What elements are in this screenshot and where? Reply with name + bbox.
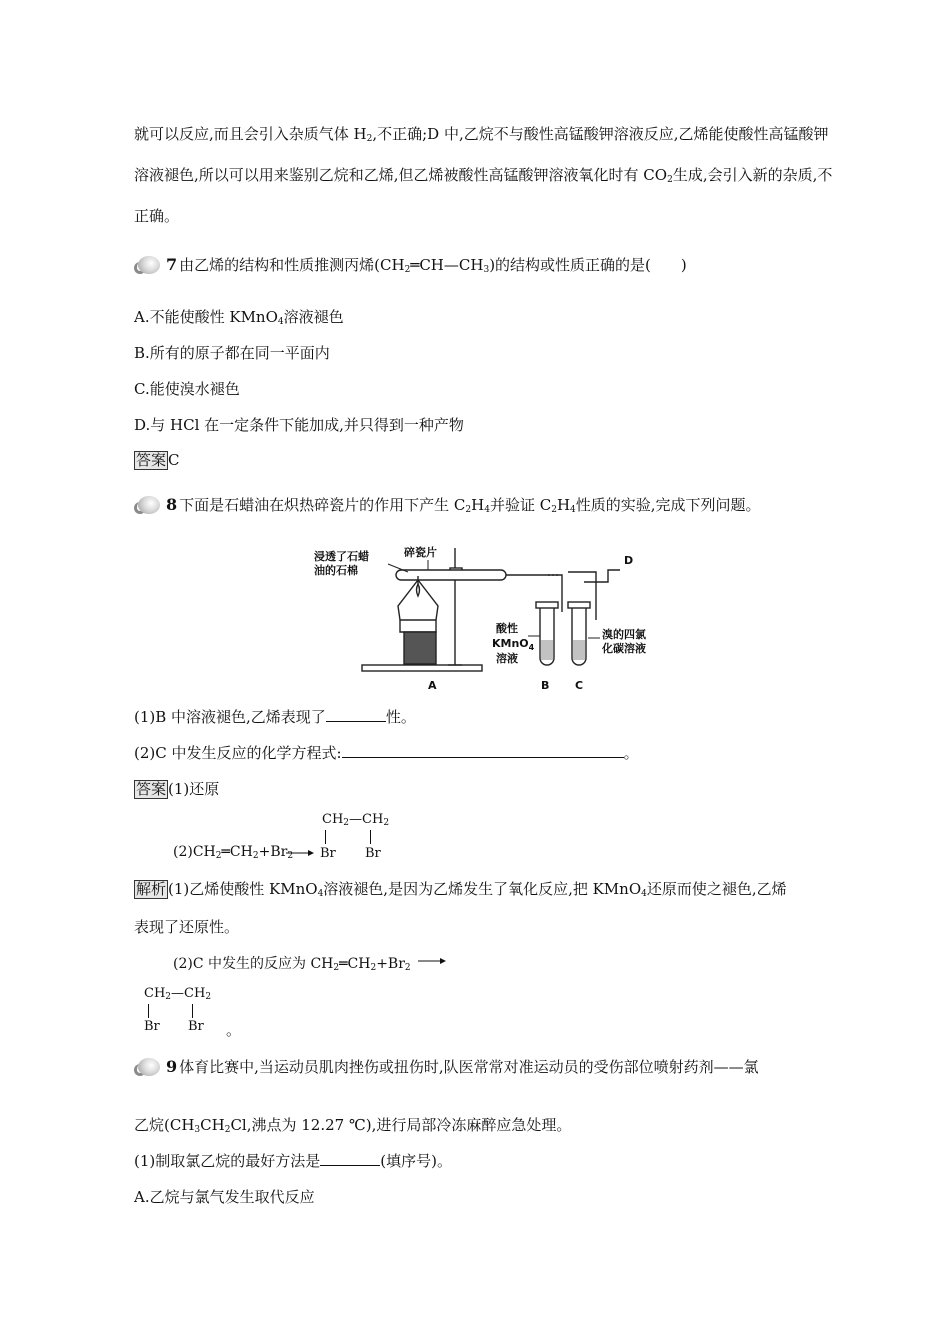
- answer-value: (1)还原: [168, 780, 220, 798]
- bond-line: [148, 1004, 149, 1018]
- bond-line: [192, 1004, 193, 1018]
- analysis-equation: (2)C 中发生的反应为 $CH_2═CH_2+Br_2$: [173, 956, 411, 973]
- question-number: 9: [166, 1057, 178, 1076]
- product-br-2: Br: [365, 846, 381, 861]
- figure-label-porcelain: 碎瓷片: [404, 546, 437, 559]
- intro-text-4: 生: [672, 166, 688, 184]
- figure-label-br-2: 化碳溶液: [602, 642, 646, 655]
- answer-equation: $(2)CH_2═CH_2+Br_2$: [173, 844, 294, 861]
- reaction-arrow-icon: [286, 848, 316, 858]
- intro-text-5: 成,会引入新的杂质,不正确。: [134, 166, 833, 225]
- answer-blank[interactable]: [342, 743, 624, 758]
- question-stem: 下面是石蜡油在炽热碎瓷片的作用下产生 $C_2H_4$并验证 $C_2H_4$性质的实验,完成下列问题。: [179, 496, 761, 515]
- figure-label-asbestos-2: 油的石棉: [314, 564, 358, 577]
- q9-stem-line-2: 乙烷($CH_3CH_2Cl$,沸点为 12.27 ℃),进行局部冷冻麻醉应急处理。: [134, 1116, 572, 1135]
- answer-blank[interactable]: [320, 1151, 380, 1166]
- analysis-line-1: 解析 (1)乙烯使酸性 KMnO$_4$溶液褪色,是因为乙烯发生了氧化反应,把 KMnO$_4$还原而使之褪色,乙烯: [136, 880, 787, 899]
- question-marker-icon: [138, 496, 164, 514]
- question-9-header: [138, 1056, 759, 1077]
- option-c: C.能使溴水褪色: [134, 380, 240, 398]
- option-d: D.与 HCl 在一定条件下能加成,并只得到一种产物: [134, 416, 464, 434]
- answer-line-q8: [134, 778, 219, 799]
- q8-sub1: (1)B 中溶液褪色,乙烯表现了 性。: [134, 708, 416, 726]
- answer-line-q7: [134, 451, 180, 470]
- analysis-end: 。: [226, 1021, 242, 1039]
- analysis-tag: 解析: [136, 880, 167, 898]
- intro-paragraph: [134, 116, 839, 234]
- figure-label-b: B: [541, 679, 550, 692]
- figure-label-a: A: [428, 679, 437, 692]
- analysis-product: $CH_2—CH_2$: [144, 986, 212, 1002]
- figure-label-c: C: [575, 679, 584, 692]
- question-number: 7: [166, 255, 178, 274]
- option-b: B.所有的原子都在同一平面内: [134, 344, 330, 362]
- question-stem: 由乙烯的结构和性质推测丙烯$(CH_2═CH—CH_3)$的结构或性质正确的是( ): [179, 256, 687, 275]
- answer-tag: 答案: [136, 780, 167, 798]
- option-a: A.不能使酸性 KMnO$_4$溶液褪色: [134, 308, 344, 327]
- bond-line: [370, 830, 371, 844]
- q9-sub1: (1)制取氯乙烷的最好方法是 (填序号)。: [134, 1152, 452, 1170]
- intro-text-2: ,不正确;D 中,乙烷不与酸性高锰酸钾溶液反应,乙烯能使酸: [372, 125, 754, 143]
- bond-line: [325, 830, 326, 844]
- intro-sub-1: 2: [366, 134, 373, 144]
- question-8-header: [138, 494, 761, 515]
- q8-sub2: (2)C 中发生反应的化学方程式: 。: [134, 744, 639, 762]
- analysis-br-1: Br: [144, 1019, 160, 1034]
- product-structure: $CH_2—CH_2$: [322, 812, 390, 828]
- answer-tag: 答案: [136, 451, 167, 469]
- figure-label-br-1: 溴的四氯: [602, 628, 646, 641]
- figure-label-asbestos-1: 浸透了石蜡: [314, 550, 369, 563]
- reaction-arrow-icon: [418, 956, 448, 966]
- figure-label-acid-3: 溶液: [496, 652, 518, 665]
- answer-blank[interactable]: [326, 707, 386, 722]
- figure-label-acid-1: 酸性: [496, 622, 518, 635]
- answer-value: C: [168, 451, 180, 469]
- figure-label-acid-2: KMnO$_4$: [492, 637, 535, 652]
- question-7-header: [138, 254, 687, 275]
- question-marker-icon: [138, 1058, 164, 1076]
- intro-text-1: 就可以反应,而且会引入杂质气体 H: [134, 125, 367, 143]
- question-marker-icon: [138, 256, 164, 274]
- analysis-line-2: 表现了还原性。: [134, 918, 240, 936]
- intro-text-3: 性高锰酸钾溶液褪色,所以可以用来鉴别乙烷和乙烯,但乙烯被酸性高锰酸钾溶液氧化时有 CO: [134, 125, 829, 184]
- question-stem: 体育比赛中,当运动员肌肉挫伤或扭伤时,队医常常对准运动员的受伤部位喷射药剂——氯: [179, 1058, 759, 1076]
- question-number: 8: [166, 495, 178, 514]
- apparatus-figure: [300, 540, 670, 695]
- product-br-1: Br: [320, 846, 336, 861]
- intro-sub-2: 2: [667, 175, 673, 185]
- q9-option-a: A.乙烷与氯气发生取代反应: [134, 1188, 315, 1206]
- analysis-br-2: Br: [188, 1019, 204, 1034]
- figure-label-d: D: [624, 554, 634, 567]
